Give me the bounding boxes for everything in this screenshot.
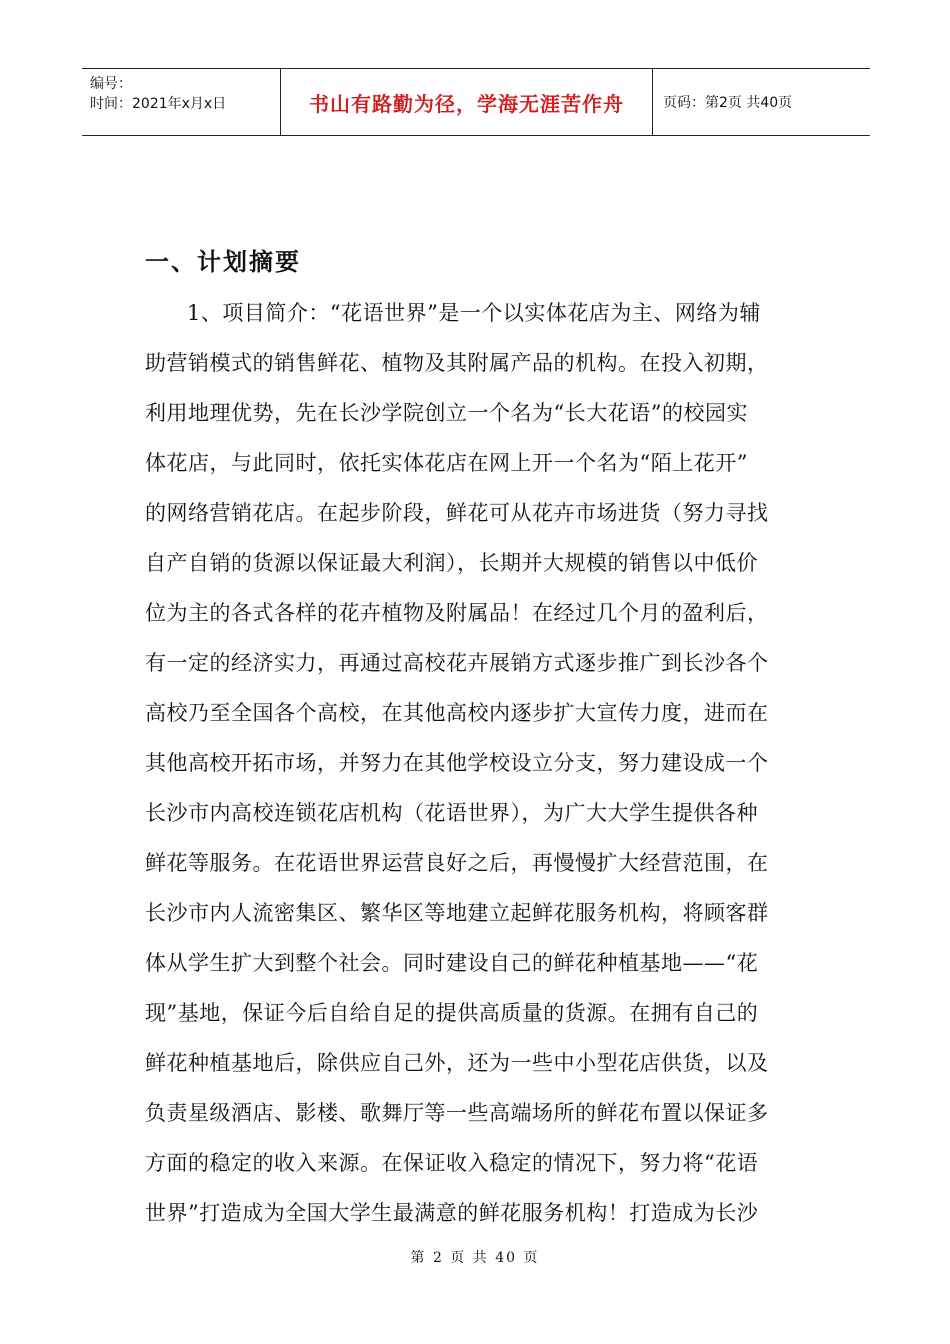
paragraph-line: 体从学生扩大到整个社会。同时建设自己的鲜花种植基地——“花 [145,951,759,975]
document-header [82,68,870,136]
paragraph-line: 助营销模式的销售鲜花、植物及其附属产品的机构。在投入初期， [145,351,769,375]
paragraph-line: 现”基地，保证今后自给自足的提供高质量的货源。在拥有自己的 [145,1001,759,1025]
paragraph-line: 世界”打造成为全国大学生最满意的鲜花服务机构！打造成为长沙 [145,1201,759,1225]
header-meta [82,69,281,135]
paragraph-line: 长沙市内高校连锁花店机构（花语世界），为广大大学生提供各种 [145,801,758,825]
paragraph-line: 有一定的经济实力，再通过高校花卉展销方式逐步推广到长沙各个 [145,651,769,675]
paragraph-line: 长沙市内人流密集区、繁华区等地建立起鲜花服务机构，将顾客群 [145,901,769,925]
paragraph-line: 负责星级酒店、影楼、歌舞厅等一些高端场所的鲜花布置以保证多 [145,1101,769,1125]
paragraph-line: 1、项目简介：“花语世界”是一个以实体花店为主、网络为辅 [187,301,761,325]
paragraph-line: 其他高校开拓市场，并努力在其他学校设立分支，努力建设成一个 [145,751,769,775]
paragraph-line: 方面的稳定的收入来源。在保证收入稳定的情况下，努力将“花语 [145,1151,759,1175]
time-label: 时间：2021年x月x日 [90,96,227,112]
body-paragraph [145,288,807,1238]
paragraph-line: 位为主的各式各样的花卉植物及附属品！在经过几个月的盈利后， [145,601,769,625]
paragraph-line: 自产自销的货源以保证最大利润），长期并大规模的销售以中低价 [145,551,758,575]
number-label: 编号： [90,76,132,92]
page-footer: 第 2 页 共 40 页 [410,1250,540,1266]
paragraph-line: 高校乃至全国各个高校，在其他高校内逐步扩大宣传力度，进而在 [145,701,769,725]
section-heading: 一、计划摘要 [145,248,301,276]
paragraph-line: 体花店，与此同时，依托实体花店在网上开一个名为“陌上花开” [145,451,748,475]
paragraph-line: 利用地理优势，先在长沙学院创立一个名为“长大花语”的校园实 [145,401,748,425]
header-page-info: 页码：第2页 共40页 [663,95,793,111]
paragraph-line: 的网络营销花店。在起步阶段，鲜花可从花卉市场进货（努力寻找 [145,501,769,525]
paragraph-line: 鲜花等服务。在花语世界运营良好之后，再慢慢扩大经营范围，在 [145,851,769,875]
paragraph-line: 鲜花种植基地后，除供应自己外，还为一些中小型花店供货，以及 [145,1051,769,1075]
header-motto: 书山有路勤为径，学海无涯苦作舟 [281,69,653,135]
